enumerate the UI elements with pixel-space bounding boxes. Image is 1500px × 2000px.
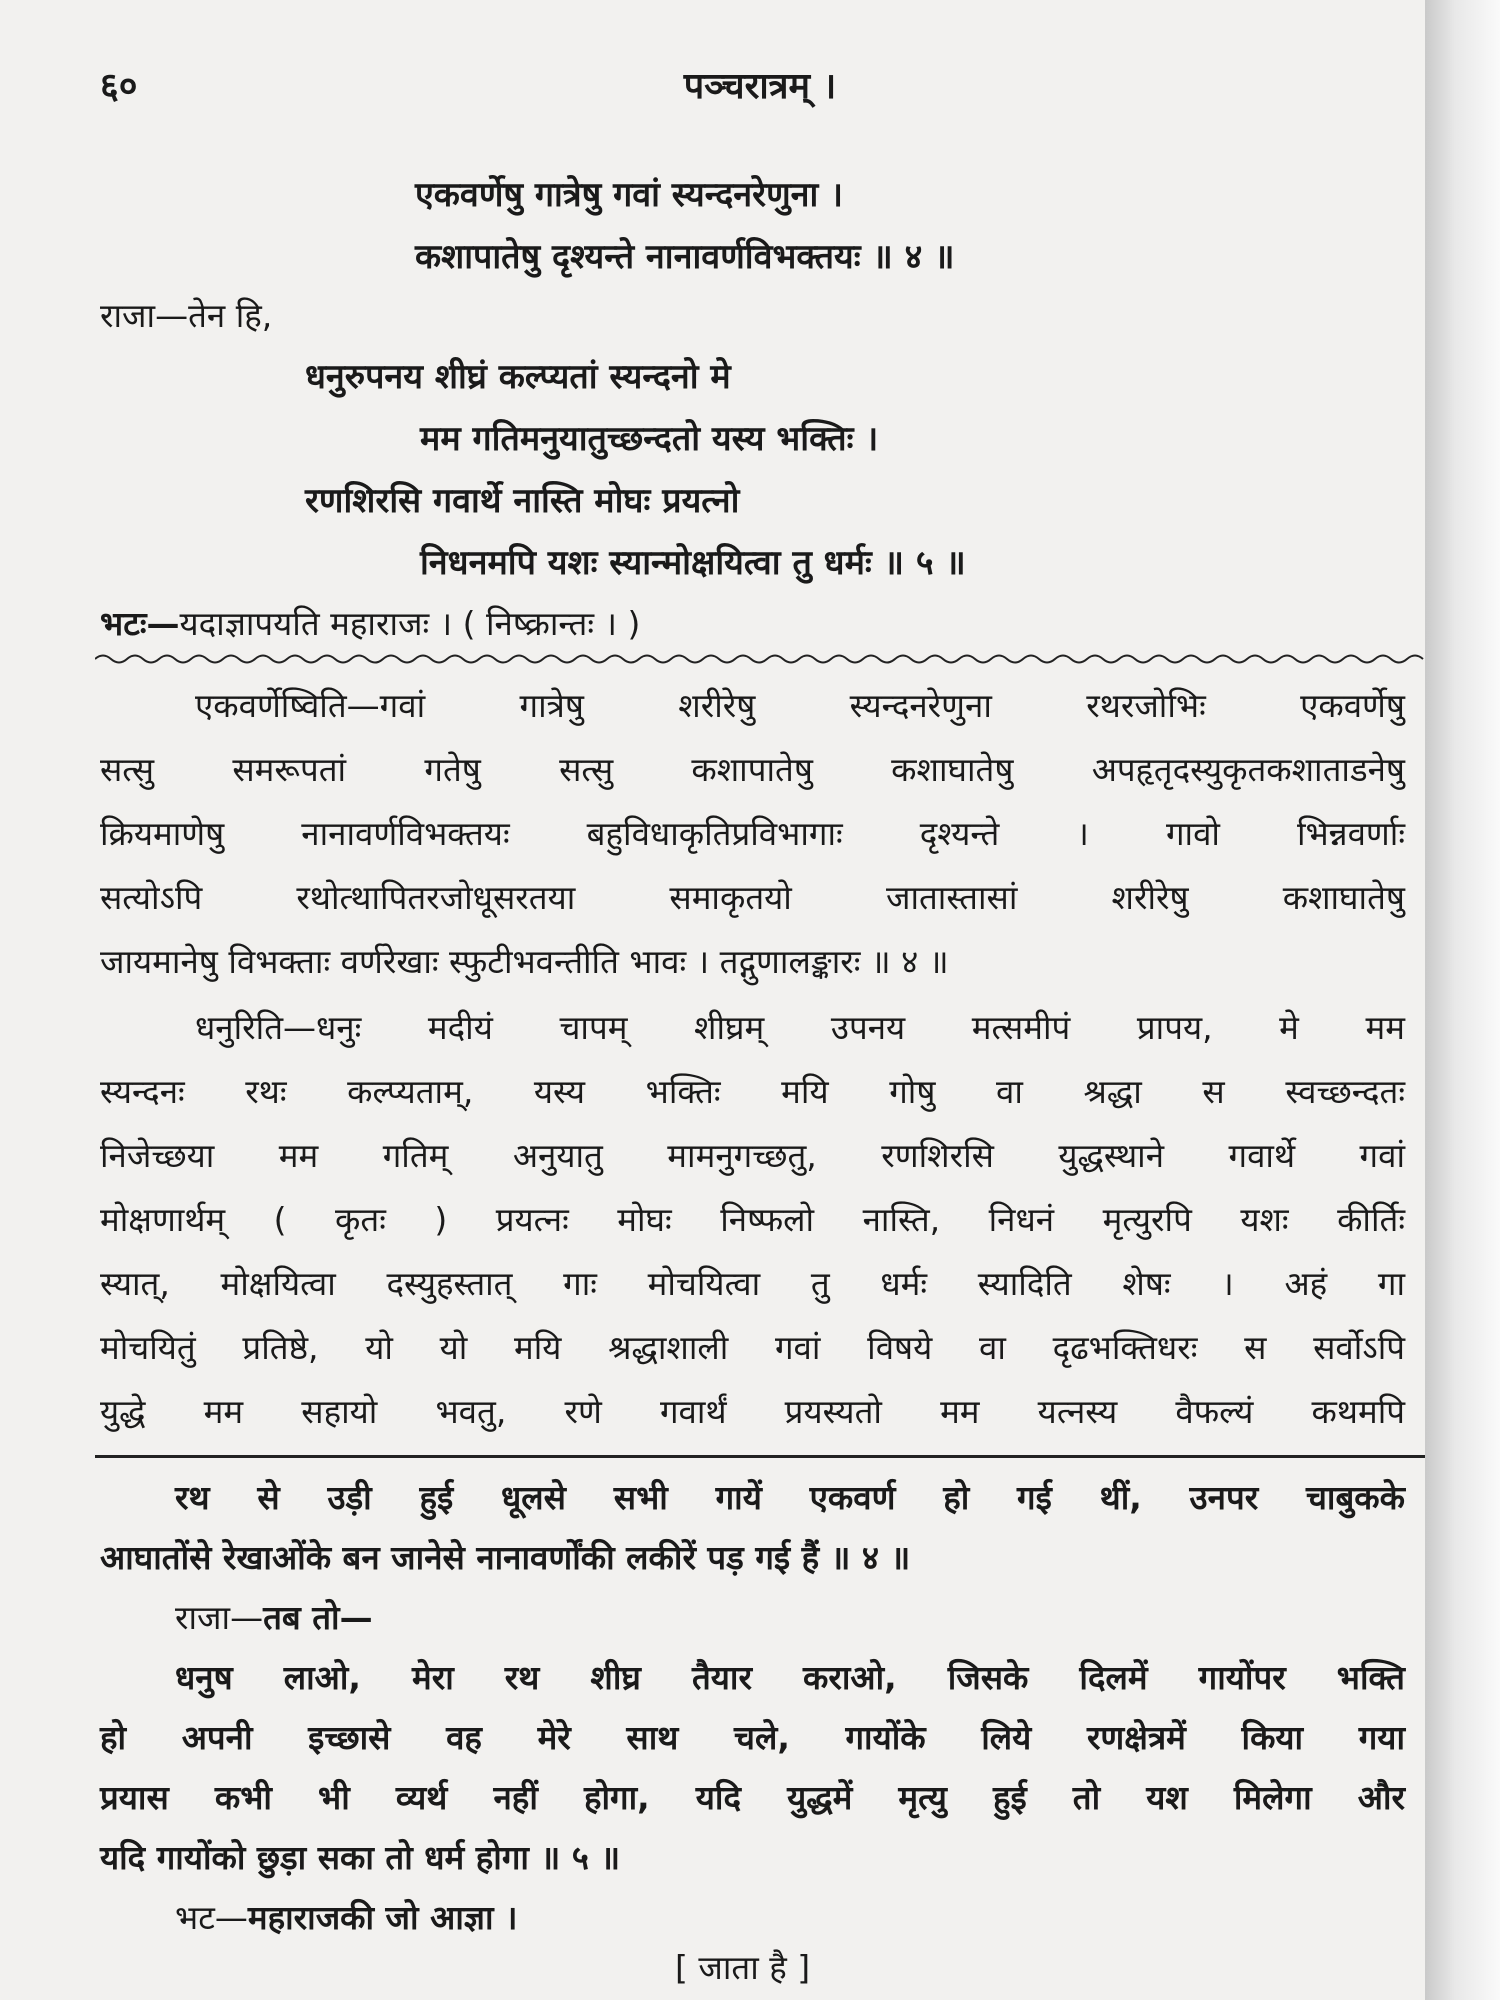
raja-speaker: राजा— <box>100 296 189 335</box>
commentary-p2-line2: स्यन्दनः रथः कल्प्यताम्, यस्य भक्तिः मयि गोषु वा श्रद्धा स स्वच्छन्दतः <box>100 1072 1405 1111</box>
hindi-raja-line <box>175 1594 373 1639</box>
hindi-verse5-line4: यदि गायोंको छुड़ा सका तो धर्म होगा ॥ ५ ॥ <box>100 1838 621 1877</box>
hindi-verse5-line2: हो अपनी इच्छासे वह मेरे साथ चले, गायोंके लिये रणक्षेत्रमें किया गया <box>100 1718 1405 1757</box>
wavy-divider <box>95 652 1425 666</box>
solid-divider <box>95 1455 1425 1458</box>
page-header <box>100 60 1420 120</box>
commentary-p1-line1: एकवर्णेष्विति—गवां गात्रेषु शरीरेषु स्यन्दनरेणुना रथरजोभिः एकवर्णेषु <box>195 686 1405 725</box>
bhata-line <box>100 600 640 645</box>
hindi-bhata-text: महाराजकी जो आज्ञा । <box>247 1898 518 1937</box>
hindi-verse5-line3: प्रयास कभी भी व्यर्थ नहीं होगा, यदि युद्धमें मृत्यु हुई तो यश मिलेगा और <box>100 1778 1405 1817</box>
page-number: ६० <box>100 66 138 107</box>
raja-line <box>100 292 272 337</box>
commentary-p2-line1: धनुरिति—धनुः मदीयं चापम् शीघ्रम् उपनय मत्समीपं प्रापय, मे मम <box>195 1008 1405 1047</box>
stage-direction-exit: [ जाता है ] <box>675 1948 811 1987</box>
verse5-line2: मम गतिमनुयातुच्छन्दतो यस्य भक्तिः । <box>420 419 879 459</box>
hindi-verse4-line2: आघातोंसे रेखाओंके बन जानेसे नानावर्णोंकी लकीरें पड़ गई हैं ॥ ४ ॥ <box>100 1538 911 1577</box>
bhata-speaker: भटः— <box>100 604 180 643</box>
hindi-raja-text: तब तो— <box>263 1598 373 1637</box>
hindi-verse5-line1: धनुष लाओ, मेरा रथ शीघ्र तैयार कराओ, जिसके दिलमें गायोंपर भक्ति <box>175 1658 1405 1697</box>
commentary-p1-line2: सत्सु समरूपतां गतेषु सत्सु कशापातेषु कशाघातेषु अपहृतृदस्युकृतकशाताडनेषु <box>100 750 1405 789</box>
raja-text: तेन हि, <box>188 296 273 335</box>
commentary-p2-line6: मोचयितुं प्रतिष्ठे, यो यो मयि श्रद्धाशाली गवां विषये वा दृढभक्तिधरः स सर्वोऽपि <box>100 1328 1405 1367</box>
page-edge-shadow <box>1425 0 1500 2000</box>
hindi-bhata-speaker: भट— <box>175 1898 248 1937</box>
verse5-line1: धनुरुपनय शीघ्रं कल्प्यतां स्यन्दनो मे <box>305 357 731 397</box>
verse5-line3: रणशिरसि गवार्थे नास्ति मोघः प्रयत्नो <box>305 481 740 521</box>
commentary-p1-line4: सत्योऽपि रथोत्थापितरजोधूसरतया समाकृतयो जातास्तासां शरीरेषु कशाघातेषु <box>100 878 1405 917</box>
hindi-verse4-line1: रथ से उड़ी हुई धूलसे सभी गायें एकवर्ण हो गई थीं, उनपर चाबुकके <box>175 1478 1405 1517</box>
commentary-p1-line5: जायमानेषु विभक्ताः वर्णरेखाः स्फुटीभवन्तीति भावः । तद्गुणालङ्कारः ॥ ४ ॥ <box>100 942 949 981</box>
hindi-raja-speaker: राजा— <box>175 1598 264 1637</box>
bhata-text: यदाज्ञापयति महाराजः । ( निष्क्रान्तः । ) <box>179 604 641 643</box>
verse5-line4: निधनमपि यशः स्यान्मोक्षयित्वा तु धर्मः ॥ ५ ॥ <box>420 543 966 583</box>
commentary-p2-line5: स्यात्, मोक्षयित्वा दस्युहस्तात् गाः मोचयित्वा तु धर्मः स्यादिति शेषः । अहं गा <box>100 1264 1405 1303</box>
commentary-p2-line4: मोक्षणार्थम् ( कृतः ) प्रयत्नः मोघः निष्फलो नास्ति, निधनं मृत्युरपि यशः कीर्तिः <box>100 1200 1405 1239</box>
commentary-p2-line7: युद्धे मम सहायो भवतु, रणे गवार्थं प्रयस्यतो मम यत्नस्य वैफल्यं कथमपि <box>100 1392 1405 1431</box>
running-title: पञ्चरात्रम् । <box>683 66 837 107</box>
verse4-line2: कशापातेषु दृश्यन्ते नानावर्णविभक्तयः ॥ ४ ॥ <box>415 237 955 277</box>
hindi-bhata-line <box>175 1894 518 1939</box>
commentary-p2-line3: निजेच्छया मम गतिम् अनुयातु मामनुगच्छतु, रणशिरसि युद्धस्थाने गवार्थे गवां <box>100 1136 1405 1175</box>
commentary-p1-line3: क्रियमाणेषु नानावर्णविभक्तयः बहुविधाकृतिप्रविभागाः दृश्यन्ते । गावो भिन्नवर्णाः <box>100 814 1405 853</box>
verse4-line1: एकवर्णेषु गात्रेषु गवां स्यन्दनरेणुना । <box>415 175 844 215</box>
